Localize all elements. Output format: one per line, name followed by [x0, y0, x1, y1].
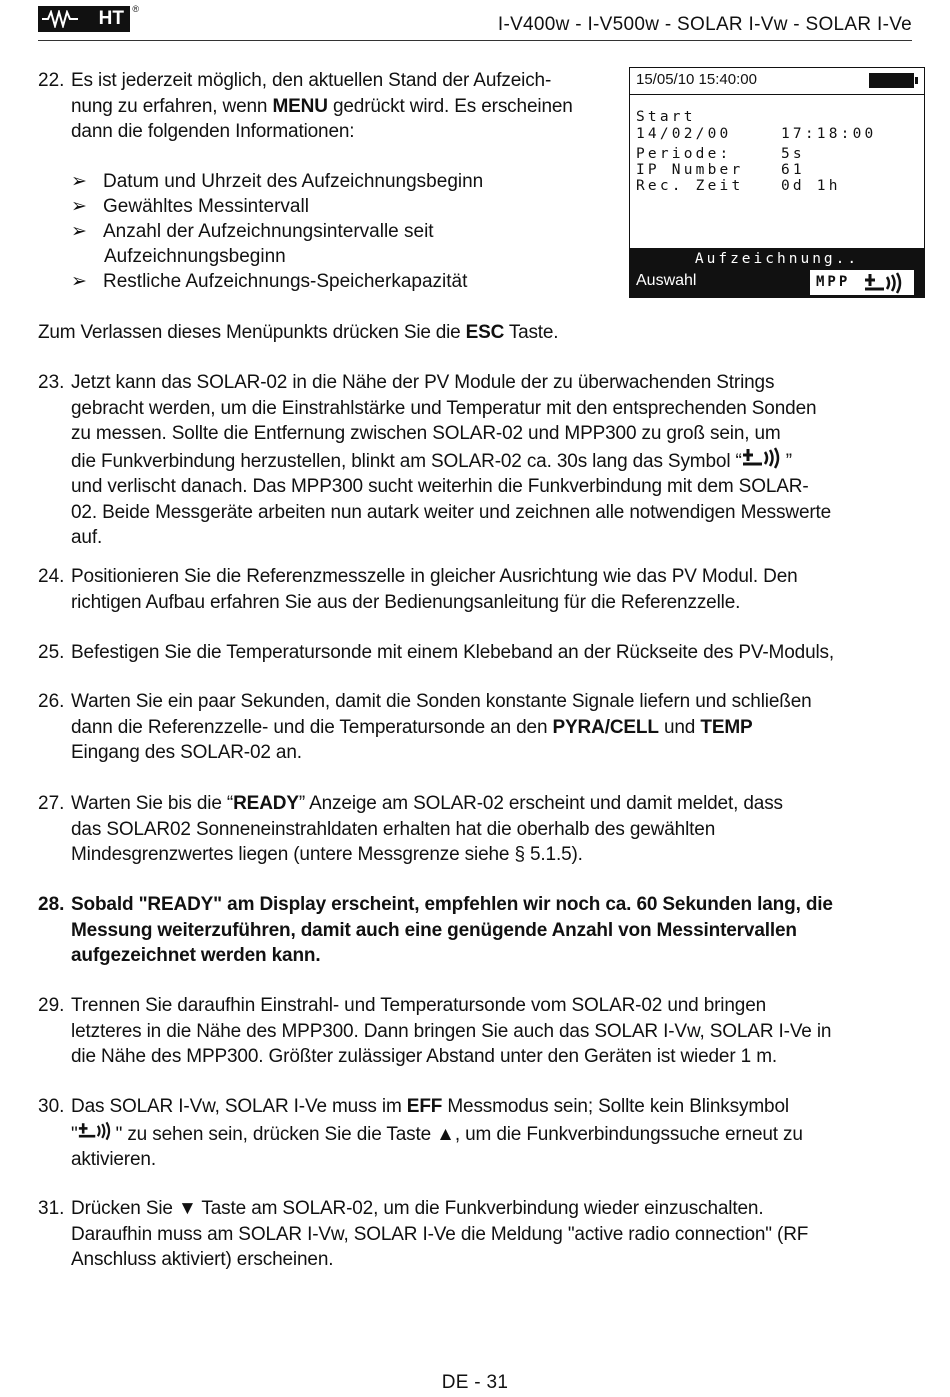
ip-value: 61: [781, 162, 805, 178]
period-value: 5s: [781, 146, 805, 162]
start-time: 17:18:00: [781, 126, 877, 142]
arrow-bullet-icon: ➢: [71, 171, 87, 192]
text-line: Das SOLAR I-Vw, SOLAR I-Ve muss im EFF Messmodus sein; Sollte kein Blinksymbol: [71, 1096, 789, 1117]
start-label: Start: [636, 109, 696, 125]
step-number: 27.: [38, 793, 65, 814]
text-line: Positionieren Sie die Referenzmesszelle in gleicher Ausrichtung wie das PV Modul. Den: [71, 566, 798, 587]
text-line: Daraufhin muss am SOLAR I-Vw, SOLAR I-Ve die Meldung "active radio connection" (RF: [71, 1223, 809, 1245]
instrument-display: [629, 67, 925, 298]
arrow-bullet-icon: ➢: [71, 196, 87, 217]
recording-status: Aufzeichnung..: [694, 251, 860, 267]
step-22-text: [71, 68, 626, 145]
text-line: Eingang des SOLAR-02 an.: [71, 742, 302, 763]
text-line: zu messen. Sollte die Entfernung zwischen SOLAR-02 und MPP300 zu groß sein, um: [71, 423, 781, 444]
header-title: I-V400w - I-V500w - SOLAR I-Vw - SOLAR I-Ve: [497, 14, 912, 35]
text-line: Mindesgrenzwertes liegen (untere Messgrenze siehe § 5.1.5).: [71, 844, 583, 865]
text-line: Warten Sie bis die “READY” Anzeige am SOLAR-02 erscheint und damit meldet, dass: [71, 793, 783, 814]
mode-label: MPP: [816, 274, 851, 290]
step-30-text: [71, 1094, 912, 1173]
period-label: Periode:: [636, 146, 732, 162]
step-number: 31.: [38, 1198, 65, 1219]
text-line: das SOLAR02 Sonneneinstrahldaten erhalten hat die oberhalb des gewählten: [71, 818, 716, 840]
rec-value: 0d 1h: [781, 178, 841, 194]
menu-key: MENU: [272, 95, 328, 117]
step-number: 25.: [38, 642, 65, 663]
logo-text: HT: [98, 8, 124, 29]
rec-label: Rec. Zeit: [636, 178, 744, 194]
radio-signal-icon: [78, 1120, 116, 1142]
text-line: auf.: [71, 527, 103, 548]
softkey-select[interactable]: Auswahl: [636, 272, 697, 289]
text-line: Sobald "READY" am Display erscheint, empfehlen wir noch ca. 60 Sekunden lang, die: [71, 894, 833, 915]
text-line: Befestigen Sie die Temperatursonde mit einem Klebeband an der Rückseite des PV-Moduls,: [71, 642, 835, 663]
text-line: gebracht werden, um die Einstrahlstärke und Temperatur mit den entsprechenden Sonden: [71, 397, 817, 419]
text-line: Es ist jederzeit möglich, den aktuellen Stand der Aufzeich-: [71, 70, 552, 91]
list-item: ➢ Datum und Uhrzeit des Aufzeichnungsbeginn: [71, 171, 484, 192]
list-item: ➢ Anzahl der Aufzeichnungsintervalle seit: [71, 221, 434, 242]
start-date: 14/02/00: [636, 126, 732, 142]
text-line: aufgezeichnet werden kann.: [71, 945, 321, 966]
step-31-text: [71, 1196, 912, 1273]
step-27-text: [71, 791, 912, 868]
step-number: 23.: [38, 372, 65, 393]
step-25-text: [71, 640, 912, 666]
radio-signal-icon: [864, 272, 908, 294]
text-line: die Nähe des MPP300. Größter zulässiger Abstand unter den Geräten ist wieder 1 m.: [71, 1046, 778, 1067]
step-26-text: [71, 689, 912, 766]
text-line: dann die Referenzzelle- und die Temperatursonde an den PYRA/CELL und TEMP: [71, 716, 753, 738]
mpp-badge: [810, 270, 914, 295]
list-item: ➢ Restliche Aufzeichnungs-Speicherkapazität: [71, 271, 468, 292]
text-line: Messung weiterzuführen, damit auch eine genügende Anzahl von Messintervallen: [71, 919, 797, 941]
step-23-text: [71, 370, 912, 551]
battery-icon: [869, 73, 914, 88]
arrow-bullet-icon: ➢: [71, 221, 87, 242]
step-number: 24.: [38, 566, 65, 587]
esc-key: ESC: [465, 322, 505, 343]
list-item: ➢ Gewähltes Messintervall: [71, 196, 309, 217]
text-line: Anschluss aktiviert) erscheinen.: [71, 1249, 334, 1270]
step-number: 30.: [38, 1096, 65, 1117]
display-divider: [630, 94, 924, 95]
text-line: dann die folgenden Informationen:: [71, 121, 355, 142]
text-line: richtigen Aufbau erfahren Sie aus der Bedienungsanleitung für die Referenzzelle.: [71, 591, 741, 613]
step-number: 26.: [38, 691, 65, 712]
header-divider: [38, 40, 912, 41]
text-line: nung zu erfahren, wenn MENU gedrückt wird. Es erscheinen: [71, 95, 573, 117]
step-number: 22.: [38, 70, 65, 91]
text-line: Drücken Sie ▼ Taste am SOLAR-02, um die Funkverbindung wieder einzuschalten.: [71, 1198, 764, 1219]
ht-logo: [38, 4, 139, 32]
text-line: aktivieren.: [71, 1149, 156, 1170]
logo-waveform-icon: [42, 10, 78, 28]
text-line: und verlischt danach. Das MPP300 sucht weiterhin die Funkverbindung mit dem SOLAR-: [71, 476, 809, 497]
text-line: letzteres in die Nähe des MPP300. Dann bringen Sie auch das SOLAR I-Vw, SOLAR I-Ve in: [71, 1020, 832, 1042]
registered-mark-icon: ®: [132, 4, 139, 14]
step-number: 28.: [38, 894, 65, 915]
ip-label: IP Number: [636, 162, 744, 178]
text-line: Jetzt kann das SOLAR-02 in die Nähe der PV Module der zu überwachenden Strings: [71, 372, 775, 393]
step-number: 29.: [38, 995, 65, 1016]
text-line: Warten Sie ein paar Sekunden, damit die Sonden konstante Signale liefern und schließen: [71, 691, 812, 712]
arrow-bullet-icon: ➢: [71, 271, 87, 292]
text-line: Trennen Sie daraufhin Einstrahl- und Temperatursonde vom SOLAR-02 und bringen: [71, 995, 767, 1016]
step-28-text: [71, 892, 912, 969]
radio-signal-icon: [742, 447, 786, 469]
exit-instruction: Zum Verlassen dieses Menüpunkts drücken Sie die ESC Taste.: [38, 322, 559, 343]
text-line: die Funkverbindung herzustellen, blinkt am SOLAR-02 ca. 30s lang das Symbol “ ”: [71, 447, 912, 475]
display-datetime: 15/05/10 15:40:00: [636, 71, 757, 88]
page-number: DE - 31: [441, 1372, 509, 1393]
display-status-bar: [630, 248, 924, 297]
step-29-text: [71, 993, 912, 1070]
list-item-continuation: Aufzeichnungsbeginn: [104, 246, 286, 267]
text-line: " " zu sehen sein, drücken Sie die Taste ▲, um die Funkverbindungssuche erneut zu: [71, 1120, 912, 1148]
step-24-text: [71, 564, 912, 615]
text-line: 02. Beide Messgeräte arbeiten nun autark weiter und zeichnen alle notwendigen Messwerte: [71, 501, 832, 523]
